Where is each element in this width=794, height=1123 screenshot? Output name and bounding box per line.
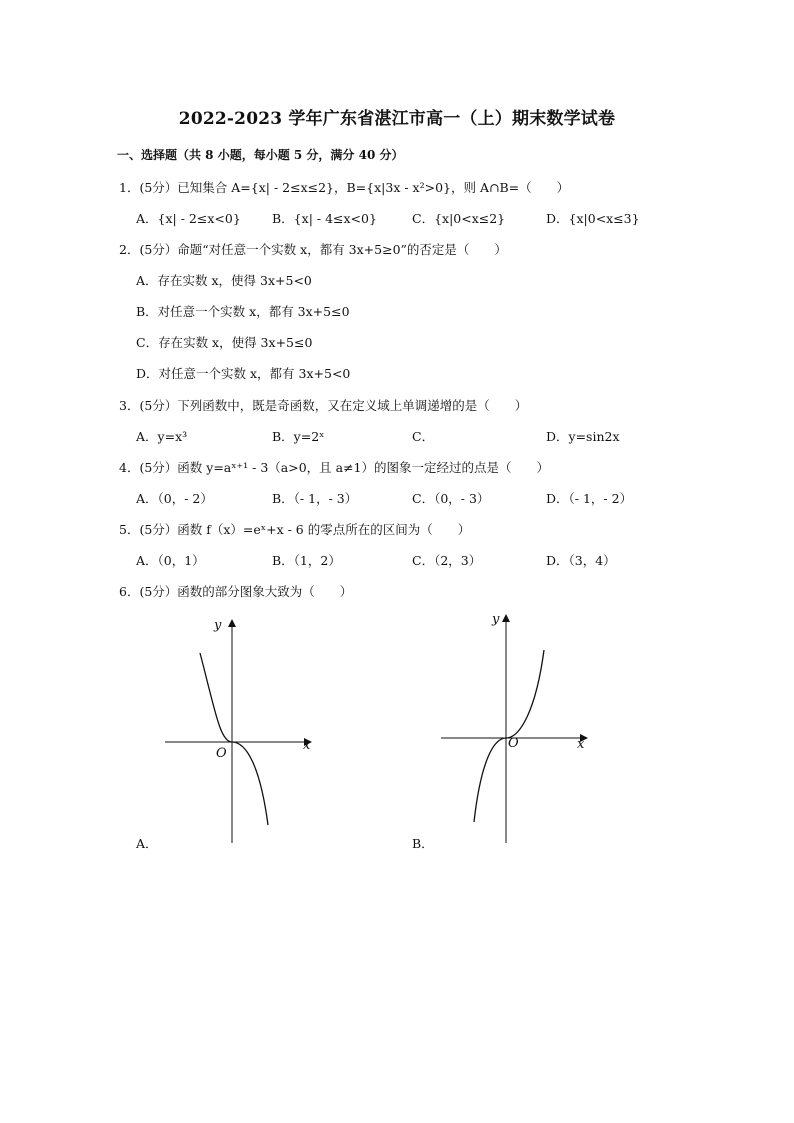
- question-6-stem: 6．(5分）函数的部分图象大致为（ ）: [119, 584, 353, 599]
- question-3-option-b[interactable]: B．y=2ˣ: [272, 429, 325, 444]
- question-3-option-c[interactable]: C．: [412, 429, 435, 444]
- question-4-option-c[interactable]: C．（0，- 3）: [412, 491, 490, 506]
- graph-a-x-label: x: [303, 738, 311, 753]
- question-4-option-b[interactable]: B．（- 1，- 3）: [272, 491, 358, 506]
- question-1-option-d[interactable]: D．{x|0<x≤3}: [546, 211, 640, 226]
- question-3-option-d[interactable]: D．y=sin2x: [546, 429, 620, 444]
- question-1-option-a[interactable]: A．{x| - 2≤x<0}: [136, 211, 241, 226]
- question-3-option-a[interactable]: A．y=x³: [136, 429, 188, 444]
- question-4-option-d[interactable]: D．（- 1，- 2）: [546, 491, 633, 506]
- question-6-option-a[interactable]: A．: [136, 836, 158, 851]
- question-5-stem: 5．(5分）函数 f（x）=eˣ+x - 6 的零点所在的区间为（ ）: [119, 522, 471, 537]
- exam-title: 2022-2023 学年广东省湛江市高一（上）期末数学试卷: [178, 109, 616, 129]
- question-1-option-b[interactable]: B．{x| - 4≤x<0}: [272, 211, 377, 226]
- graph-b-origin-label: O: [508, 736, 519, 751]
- question-1-stem: 1．(5分）已知集合 A={x| - 2≤x≤2}，B={x|3x - x²>0}，则 A∩B=（ ）: [119, 180, 570, 195]
- question-3-stem: 3．(5分）下列函数中，既是奇函数，又在定义域上单调递增的是（ ）: [119, 398, 528, 413]
- question-2-option-d[interactable]: D．对任意一个实数 x，都有 3x+5<0: [136, 366, 351, 381]
- graph-a-y-label: y: [214, 618, 222, 633]
- question-5-option-b[interactable]: B．（1，2）: [272, 553, 341, 568]
- graph-a-origin-label: O: [216, 746, 227, 761]
- graph-b: [436, 610, 596, 845]
- question-5-option-a[interactable]: A．（0，1）: [136, 553, 205, 568]
- question-5-option-c[interactable]: C．（2，3）: [412, 553, 482, 568]
- graph-a: [160, 615, 320, 845]
- curve-a: [200, 653, 268, 825]
- graph-b-y-label: y: [492, 612, 500, 627]
- question-2-stem: 2．(5分）命题“对任意一个实数 x，都有 3x+5≥0”的否定是（ ）: [119, 242, 507, 257]
- question-6-option-b[interactable]: B．: [412, 836, 434, 851]
- graph-b-x-label: x: [577, 737, 585, 752]
- question-2-option-a[interactable]: A．存在实数 x，使得 3x+5<0: [136, 273, 312, 288]
- question-4-option-a[interactable]: A．（0，- 2）: [136, 491, 213, 506]
- question-2-option-c[interactable]: C．存在实数 x，使得 3x+5≤0: [136, 335, 313, 350]
- question-5-option-d[interactable]: D．（3，4）: [546, 553, 616, 568]
- question-4-stem: 4．(5分）函数 y=aˣ⁺¹ - 3（a>0，且 a≠1）的图象一定经过的点是（ ）: [119, 460, 550, 475]
- question-1-option-c[interactable]: C．{x|0<x≤2}: [412, 211, 506, 226]
- question-2-option-b[interactable]: B．对任意一个实数 x，都有 3x+5≤0: [136, 304, 350, 319]
- section-heading: 一、选择题（共 8 小题，每小题 5 分，满分 40 分）: [117, 148, 404, 162]
